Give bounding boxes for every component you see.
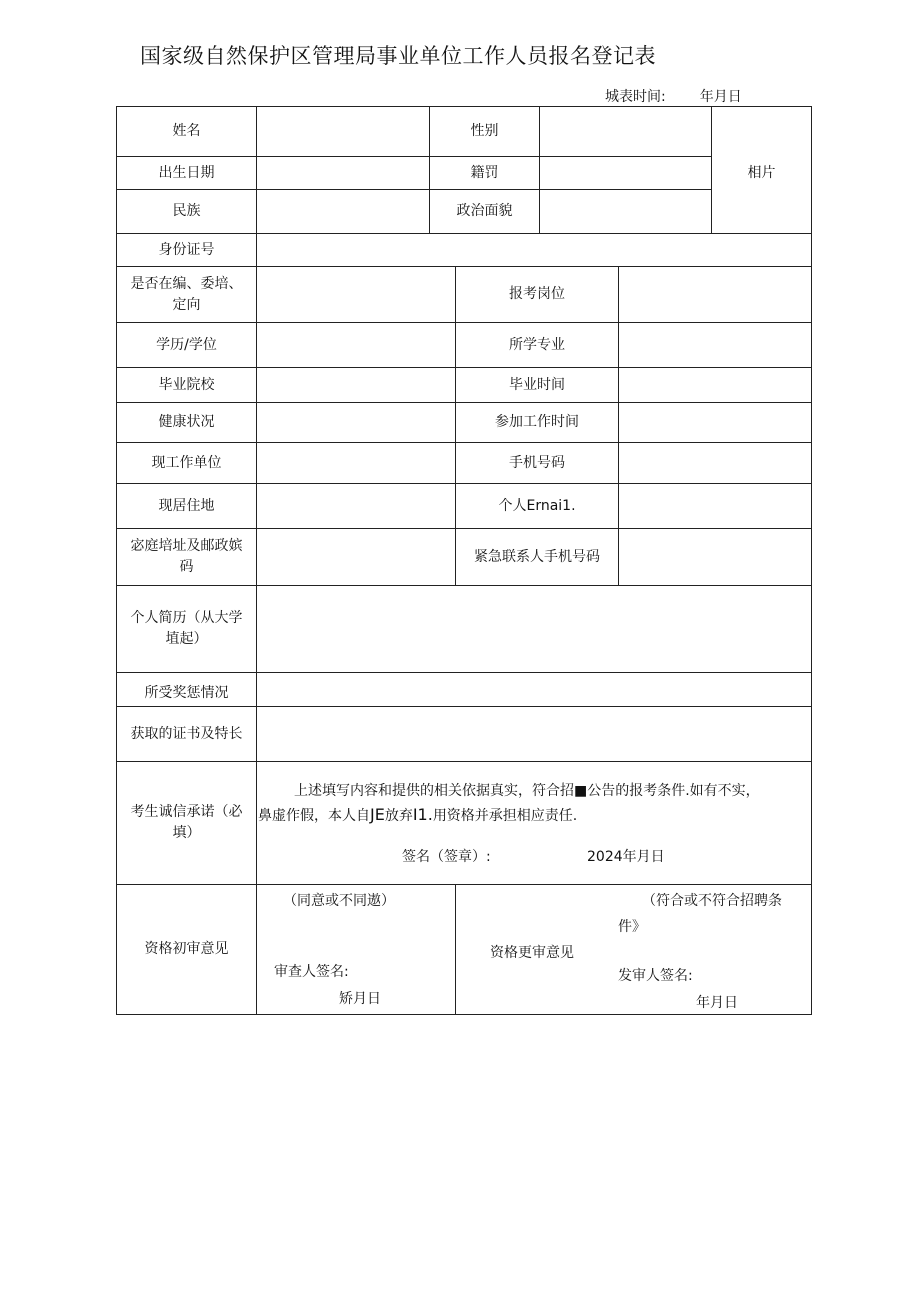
grad-time-field[interactable] [618,367,812,403]
promise-text-d: I1. [412,805,433,824]
emergency-label: 紧急联系人手机号码 [455,528,619,586]
native-label: 籍罚 [429,156,540,190]
second-reviewer-label: 发审人签名: [618,968,693,984]
id-field[interactable] [256,233,812,267]
resume-field[interactable] [256,585,812,673]
major-field[interactable] [618,322,812,368]
first-review-date: 矫月日 [339,991,381,1007]
id-label: 身份证号 [116,233,257,267]
second-review-option-1: （符合或不符合招聘条 [642,893,782,909]
native-field[interactable] [539,156,712,190]
birth-field[interactable] [256,156,430,190]
promise-text-e: 用资格并承担相应责任. [432,808,578,824]
political-field[interactable] [539,189,712,234]
photo-box[interactable] [711,106,812,234]
enroll-label: 是否在编、委培、 定向 [116,266,257,323]
name-field[interactable] [256,106,430,157]
major-label: 所学专业 [455,322,619,368]
employer-label: 现工作单位 [116,442,257,484]
email-field[interactable] [618,483,812,529]
sign-date: 2024年月日 [587,849,665,865]
name-label: 姓名 [116,106,257,157]
gender-field[interactable] [539,106,712,157]
ethnic-label: 民族 [116,189,257,234]
fill-date-value: 年月日 [699,89,742,105]
school-label: 毕业院校 [116,367,257,403]
awards-field[interactable] [256,672,812,707]
post-field[interactable] [618,266,812,323]
first-reviewer-label: 审查人签名: [274,964,349,980]
fill-date-label: 城表时间: [605,89,666,105]
resume-label: 个人简历（从大学 埴起） [116,585,257,673]
political-label: 政治面貌 [429,189,540,234]
promise-line-2 [258,803,808,828]
promise-text-a: 鼻虚作假，本人自 [258,808,370,824]
first-review-label: 资格初审意见 [116,884,257,1015]
second-review-label: 资格更审意见 [490,945,574,961]
ethnic-field[interactable] [256,189,430,234]
grad-time-label: 毕业时间 [455,367,619,403]
gender-label: 性别 [429,106,540,157]
post-label: 报考岗位 [455,266,619,323]
first-review-option: （同意或不同遨） [283,893,395,909]
address-field[interactable] [256,528,456,586]
certs-field[interactable] [256,706,812,762]
second-review-option-2: 件》 [618,919,646,935]
health-field[interactable] [256,402,456,443]
promise-text-c: 放弃 [384,808,413,824]
phone-field[interactable] [618,442,812,484]
certs-label: 获取的证书及特长 [116,706,257,762]
employer-field[interactable] [256,442,456,484]
work-time-field[interactable] [618,402,812,443]
email-label: 个人Ernai1. [455,483,619,529]
school-field[interactable] [256,367,456,403]
residence-field[interactable] [256,483,456,529]
degree-label: 学历/学位 [116,322,257,368]
page-title: 国家级自然保护区管理局事业单位工作人员报名登记表 [140,44,656,68]
address-label: 宓庭培址及邮政嫔 码 [116,528,257,586]
sign-label: 签名（签章）: [402,849,491,865]
residence-label: 现居住地 [116,483,257,529]
degree-field[interactable] [256,322,456,368]
phone-label: 手机号码 [455,442,619,484]
promise-line-1: 上述填写内容和提供的相关依据真实，符合招■公告的报考条件.如有不实， [294,783,760,799]
promise-text-b: JE [370,805,385,824]
birth-label: 出生日期 [116,156,257,190]
awards-label: 所受奖惩情况 [116,672,257,707]
second-review-date: 年月日 [696,995,738,1011]
promise-text [258,780,808,828]
work-time-label: 参加工作时间 [455,402,619,443]
emergency-field[interactable] [618,528,812,586]
enroll-field[interactable] [256,266,456,323]
promise-label: 考生诚信承诺（必 填） [116,761,257,885]
health-label: 健康状况 [116,402,257,443]
fill-date [605,86,742,106]
photo-label: 相片 [747,165,776,181]
